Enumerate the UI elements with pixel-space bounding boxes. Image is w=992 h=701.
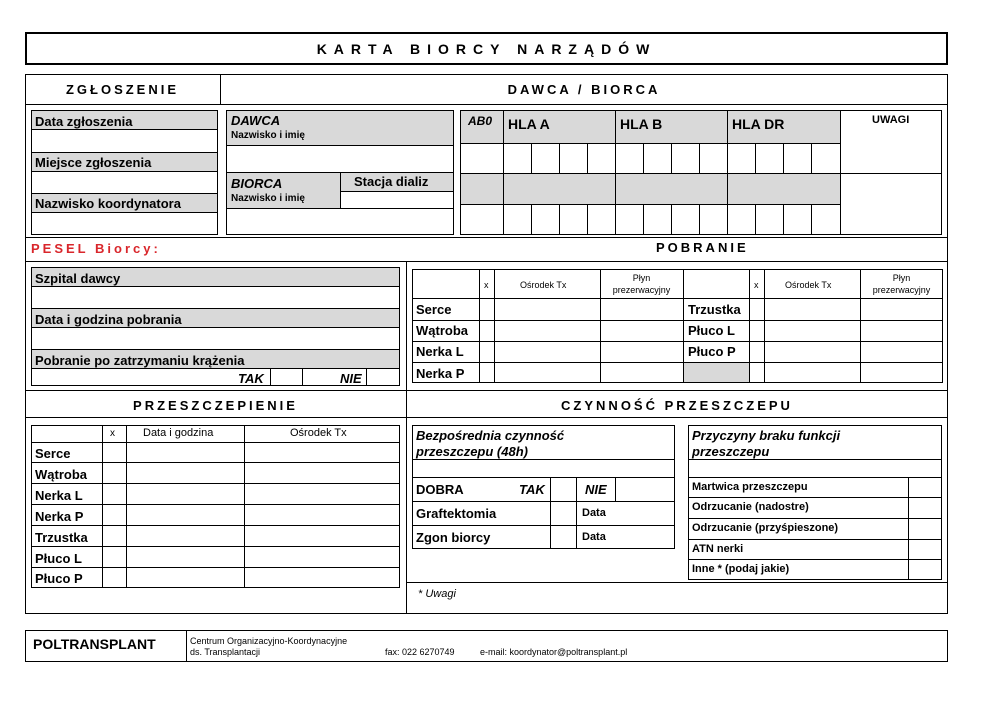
field-data-zgloszenia: Data zgłoszenia: [35, 114, 133, 129]
pobranie-header: POBRANIE: [656, 240, 749, 255]
stacja-dializ-label: Stacja dializ: [354, 174, 429, 189]
zgon-data-label: Data: [582, 531, 606, 543]
pob-organ-nerka-l: Nerka L: [416, 344, 464, 359]
hla-dr-label: HLA DR: [732, 116, 785, 132]
przeszczepienie-table: [31, 425, 400, 588]
reason-martwica: Martwica przeszczepu: [692, 481, 808, 493]
biorca-name-label: Nazwisko i imię: [231, 193, 305, 204]
footer-org: POLTRANSPLANT: [33, 636, 156, 652]
reason-nadostre: Odrzucanie (nadostre): [692, 501, 809, 513]
reason-atn: ATN nerki: [692, 543, 744, 555]
pob-col-osrodek-left: Ośrodek Tx: [520, 280, 567, 290]
pob-organ-serce: Serce: [416, 302, 452, 317]
prz-organ-nerka-l: Nerka L: [35, 488, 83, 503]
pob-organ-pluco-p: Płuco P: [688, 344, 736, 359]
hla-b-label: HLA B: [620, 116, 663, 132]
footer-box: [25, 630, 948, 662]
pob-organ-watroba: Wątroba: [416, 323, 468, 338]
reason-inne: Inne * (podaj jakie): [692, 563, 790, 575]
pob-col-plyn-left: Płyn prezerwacyjny: [612, 273, 671, 295]
pob-col-plyn-right: Płyn prezerwacyjny: [872, 273, 931, 295]
dawca-label: DAWCA: [231, 113, 281, 128]
ab0-label: AB0: [468, 114, 493, 128]
field-miejsce-zgloszenia: Miejsce zgłoszenia: [35, 155, 152, 170]
graftektomia-label: Graftektomia: [416, 506, 497, 521]
pob-organ-nerka-p: Nerka P: [416, 366, 465, 381]
pesel-label: PESEL Biorcy:: [31, 241, 161, 256]
field-szpital-dawcy: Szpital dawcy: [35, 271, 121, 286]
bezposrednia-label: Bezpośrednia czynność przeszczepu (48h): [416, 428, 565, 459]
pobranie-tak: TAK: [238, 371, 264, 386]
prz-col-data: Data i godzina: [143, 427, 214, 439]
przeszczepienie-header: PRZESZCZEPIENIE: [133, 398, 298, 413]
dawca-name-label: Nazwisko i imię: [231, 130, 305, 141]
czynnosc-tak: TAK: [519, 482, 545, 497]
footer-center-1: Centrum Organizacyjno-Koordynacyjne: [190, 636, 348, 646]
pob-col-x-right: x: [754, 280, 759, 290]
field-pobranie-zatrzymanie: Pobranie po zatrzymaniu krążenia: [35, 353, 245, 368]
uwagi-label: UWAGI: [872, 114, 910, 126]
biorca-label: BIORCA: [231, 176, 283, 191]
prz-organ-nerka-p: Nerka P: [35, 509, 84, 524]
zgon-label: Zgon biorcy: [416, 530, 491, 545]
czynnosc-header: CZYNNOŚĆ PRZESZCZEPU: [561, 398, 793, 413]
uwagi-note: * Uwagi: [418, 588, 456, 600]
prz-organ-pluco-l: Płuco L: [35, 551, 82, 566]
dawca-biorca-header: DAWCA / BIORCA: [507, 82, 661, 97]
przyczyny-label: Przyczyny braku funkcji przeszczepu: [692, 428, 841, 459]
pob-col-x-left: x: [484, 280, 489, 290]
dobra-label: DOBRA: [416, 482, 464, 497]
pob-col-osrodek-right: Ośrodek Tx: [785, 280, 832, 290]
pobranie-nie: NIE: [340, 371, 362, 386]
prz-col-x: x: [110, 428, 115, 439]
prz-organ-serce: Serce: [35, 446, 71, 461]
footer-fax: fax: 022 6270749: [385, 647, 455, 657]
zgloszenie-header: ZGŁOSZENIE: [65, 82, 180, 97]
page-title: KARTA BIORCY NARZĄDÓW: [316, 41, 657, 57]
prz-organ-trzustka: Trzustka: [35, 530, 88, 545]
prz-organ-pluco-p: Płuco P: [35, 571, 83, 586]
graftektomia-data-label: Data: [582, 507, 606, 519]
footer-email: e-mail: koordynator@poltransplant.pl: [480, 647, 628, 657]
hla-a-label: HLA A: [508, 116, 550, 132]
footer-center-2: ds. Transplantacji: [190, 647, 261, 657]
pob-organ-pluco-l: Płuco L: [688, 323, 735, 338]
field-nazwisko-koordynatora: Nazwisko koordynatora: [35, 196, 181, 211]
prz-organ-watroba: Wątroba: [35, 467, 87, 482]
czynnosc-nie: NIE: [585, 482, 607, 497]
field-data-pobrania: Data i godzina pobrania: [35, 312, 182, 327]
pob-organ-trzustka: Trzustka: [688, 302, 741, 317]
prz-col-osrodek: Ośrodek Tx: [290, 427, 347, 439]
reason-przyspieszone: Odrzucanie (przyśpieszone): [692, 522, 839, 534]
